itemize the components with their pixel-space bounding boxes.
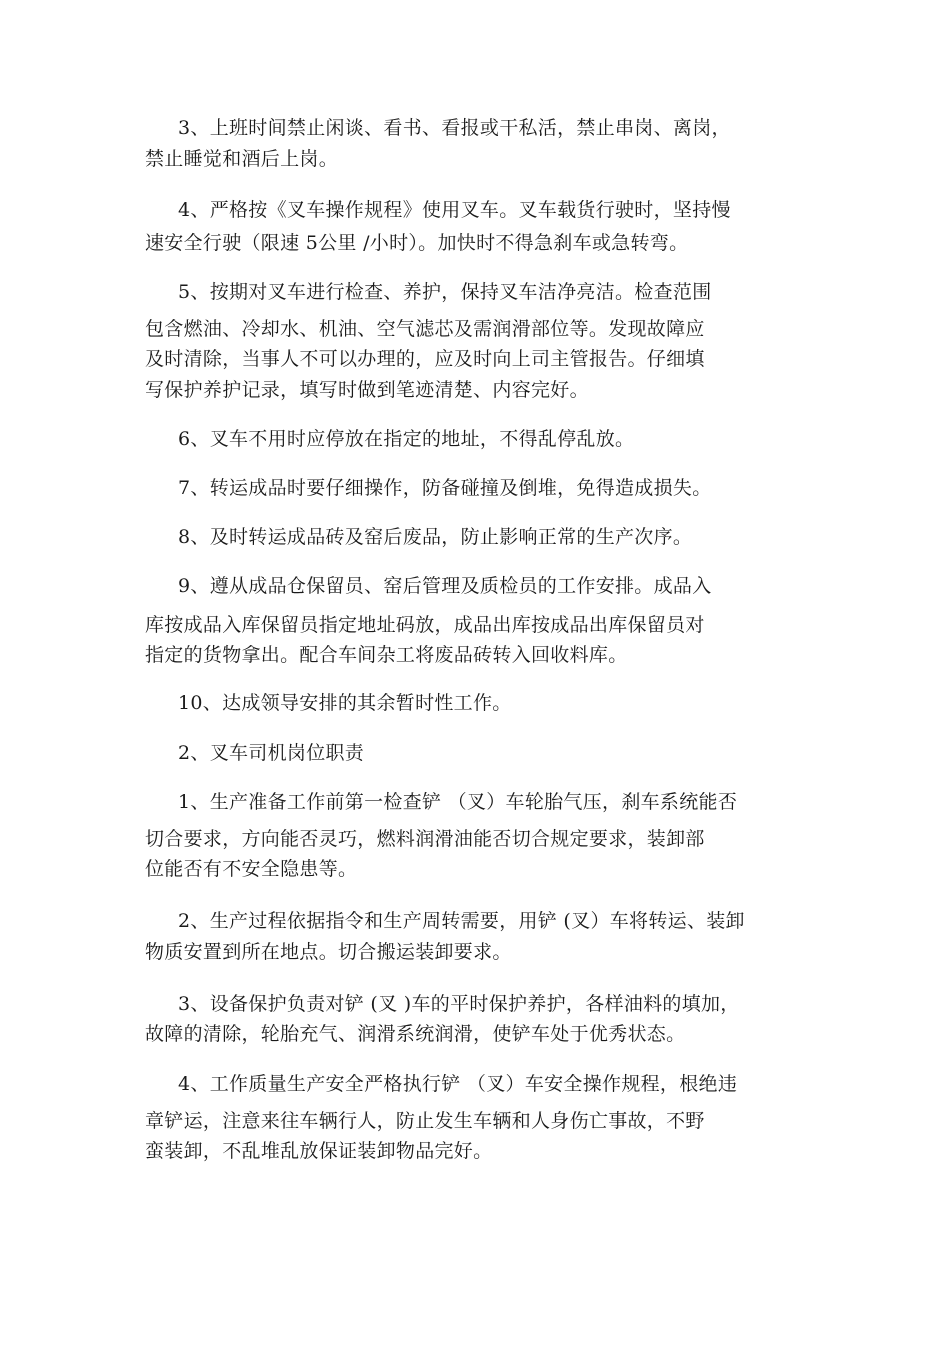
paragraph-3-line-4: 写保护养护记录，填写时做到笔迹清楚、内容完好。 bbox=[145, 379, 589, 401]
paragraph-3-line-3: 及时清除，当事人不可以办理的，应及时向上司主管报告。仔细填 bbox=[145, 348, 705, 370]
paragraph-10-line-1: 1、生产准备工作前第一检查铲 （叉）车轮胎气压，刹车系统能否 bbox=[178, 791, 738, 813]
paragraph-7-line-1: 9、遵从成品仓保留员、窑后管理及质检员的工作安排。成品入 bbox=[178, 575, 712, 597]
paragraph-5-line-1: 7、转运成品时要仔细操作，防备碰撞及倒堆，免得造成损失。 bbox=[178, 477, 712, 499]
paragraph-10-line-2: 切合要求，方向能否灵巧，燃料润滑油能否切合规定要求，装卸部 bbox=[145, 828, 705, 850]
paragraph-7-line-3: 指定的货物拿出。配合车间杂工将废品砖转入回收料库。 bbox=[145, 644, 628, 666]
paragraph-12-line-2: 故障的清除，轮胎充气、润滑系统润滑，使铲车处于优秀状态。 bbox=[145, 1023, 686, 1045]
paragraph-13-line-2: 章铲运，注意来往车辆行人，防止发生车辆和人身伤亡事故，不野 bbox=[145, 1110, 705, 1132]
paragraph-3-line-1: 5、按期对叉车进行检查、养护，保持叉车洁净亮洁。检查范围 bbox=[178, 281, 712, 303]
paragraph-11-line-2: 物质安置到所在地点。切合搬运装卸要求。 bbox=[145, 941, 512, 963]
paragraph-7-line-2: 库按成品入库保留员指定地址码放，成品出库按成品出库保留员对 bbox=[145, 614, 705, 636]
paragraph-3-line-2: 包含燃油、冷却水、机油、空气滤芯及需润滑部位等。发现故障应 bbox=[145, 318, 705, 340]
paragraph-10-line-3: 位能否有不安全隐患等。 bbox=[145, 858, 358, 880]
paragraph-2-line-1: 4、严格按《叉车操作规程》使用叉车。叉车载货行驶时，坚持慢 bbox=[178, 199, 731, 221]
paragraph-1-line-1: 3、上班时间禁止闲谈、看书、看报或干私活，禁止串岗、离岗， bbox=[178, 117, 731, 139]
paragraph-13-line-3: 蛮装卸，不乱堆乱放保证装卸物品完好。 bbox=[145, 1140, 493, 1162]
paragraph-8-line-1: 10、达成领导安排的其余暂时性工作。 bbox=[178, 692, 512, 714]
paragraph-11-line-1: 2、生产过程依据指令和生产周转需要，用铲 (叉）车将转运、装卸 bbox=[178, 910, 745, 932]
paragraph-4-line-1: 6、叉车不用时应停放在指定的地址，不得乱停乱放。 bbox=[178, 428, 635, 450]
paragraph-13-line-1: 4、工作质量生产安全严格执行铲 （叉）车安全操作规程，根绝违 bbox=[178, 1073, 738, 1095]
paragraph-1-line-2: 禁止睡觉和酒后上岗。 bbox=[145, 148, 339, 170]
paragraph-2-line-2: 速安全行驶（限速 5公里 /小时）。加快时不得急刹车或急转弯。 bbox=[145, 232, 689, 254]
section-heading: 2、叉车司机岗位职责 bbox=[178, 742, 365, 764]
paragraph-6-line-1: 8、及时转运成品砖及窑后废品，防止影响正常的生产次序。 bbox=[178, 526, 693, 548]
paragraph-12-line-1: 3、设备保护负责对铲 (叉 )车的平时保护养护，各样油料的填加， bbox=[178, 993, 740, 1015]
